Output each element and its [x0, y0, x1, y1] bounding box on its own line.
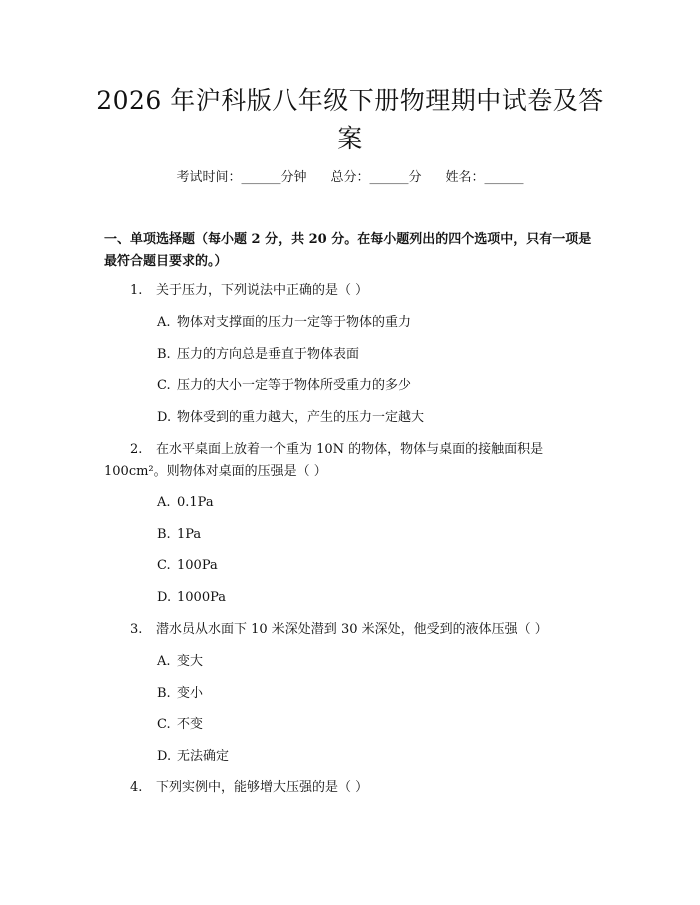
option-text: 无法确定	[177, 749, 230, 764]
option-text: 物体受到的重力越大，产生的压力一定越大	[177, 410, 425, 425]
question-1-option-d	[157, 408, 424, 428]
option-text: 0.1Pa	[177, 495, 214, 510]
question-number: 3.	[130, 622, 143, 637]
question-3-option-c	[157, 715, 203, 735]
option-letter: B.	[157, 347, 171, 362]
option-letter: A.	[157, 315, 171, 330]
option-text: 压力的方向总是垂直于物体表面	[177, 347, 360, 362]
question-3-option-b	[157, 684, 203, 704]
exam-time-field: 考试时间：______分钟	[176, 170, 307, 185]
question-3-option-d	[157, 747, 229, 767]
option-letter: A.	[157, 495, 171, 510]
option-letter: A.	[157, 654, 171, 669]
option-text: 1Pa	[177, 527, 202, 542]
option-text: 物体对支撑面的压力一定等于物体的重力	[177, 315, 412, 330]
question-2-option-b	[157, 525, 201, 545]
question-stem: 关于压力，下列说法中正确的是（ ）	[156, 283, 369, 298]
question-stem: 潜水员从水面下 10 米深处潜到 30 米深处，他受到的液体压强（ ）	[156, 622, 548, 637]
option-text: 压力的大小一定等于物体所受重力的多少	[177, 378, 412, 393]
question-1-option-a	[157, 313, 411, 333]
question-stem: 在水平桌面上放着一个重为 10N 的物体，物体与桌面的接触面积是 100cm²。则物体对桌面的压强是（ ）	[104, 442, 544, 479]
question-4	[104, 777, 604, 799]
question-2-option-c	[157, 556, 218, 576]
question-1	[104, 280, 604, 302]
option-text: 100Pa	[177, 558, 218, 573]
option-letter: C.	[157, 558, 171, 573]
option-text: 1000Pa	[177, 590, 226, 605]
option-letter: D.	[157, 590, 172, 605]
question-2	[104, 439, 604, 483]
section-heading: 一、单项选择题（每小题 2 分，共 20 分。在每小题列出的四个选项中，只有一项是最符合题目要求的。）	[104, 232, 592, 269]
question-3-option-a	[157, 652, 203, 672]
total-score-field: 总分：______分	[330, 170, 422, 185]
question-number: 1.	[130, 283, 143, 298]
option-letter: C.	[157, 717, 171, 732]
option-letter: D.	[157, 410, 172, 425]
option-text: 不变	[177, 717, 204, 732]
page-title: 2026 年沪科版八年级下册物理期中试卷及答案	[96, 86, 604, 153]
question-2-option-a	[157, 493, 214, 513]
student-name-field: 姓名：______	[445, 170, 524, 185]
question-number: 2.	[130, 442, 143, 457]
exam-info-line	[0, 168, 700, 188]
question-3	[104, 619, 604, 641]
option-letter: B.	[157, 527, 171, 542]
option-text: 变大	[177, 654, 204, 669]
question-1-option-b	[157, 345, 359, 365]
question-1-option-c	[157, 376, 411, 396]
option-letter: D.	[157, 749, 172, 764]
question-stem: 下列实例中，能够增大压强的是（ ）	[156, 780, 369, 795]
question-2-option-d	[157, 588, 226, 608]
option-letter: B.	[157, 686, 171, 701]
option-letter: C.	[157, 378, 171, 393]
option-text: 变小	[177, 686, 204, 701]
question-number: 4.	[130, 780, 143, 795]
